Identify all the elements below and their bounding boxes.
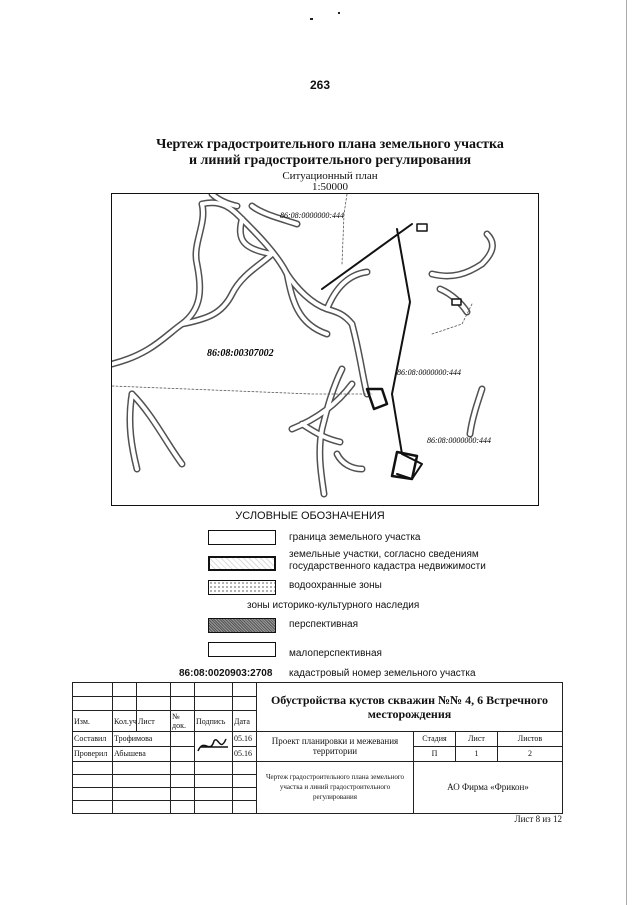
col-header-count: Кол.уч (113, 711, 137, 732)
name-checker: Абышева (113, 746, 171, 761)
legend-item-water: водоохранные зоны (289, 580, 382, 591)
legend-title: УСЛОВНЫЕ ОБОЗНАЧЕНИЯ (235, 510, 385, 522)
subtitle: Ситуационный план (282, 170, 378, 182)
swatch-cadastral-parcels (208, 556, 276, 571)
map-label-bottom-right: 86:08:0000000:444 (427, 436, 491, 445)
title-block (72, 682, 562, 814)
role-checker: Проверил (73, 746, 113, 761)
legend-item-parcels-line1: земельные участки, согласно сведениям (289, 549, 479, 560)
company-name: АО Фирма «Фрикон» (414, 761, 563, 813)
signature-icon (196, 733, 232, 757)
swatch-boundary (208, 530, 276, 545)
project-description: Проект планировки и межевания территории (257, 732, 414, 761)
situation-map (111, 193, 539, 506)
scale-label: 1:50000 (311, 181, 349, 193)
map-label-top: 86:08:0000000:444 (280, 211, 344, 220)
scan-edge-line (626, 0, 627, 905)
sheets-value: 2 (498, 746, 563, 761)
stage-label: Стадия (414, 732, 456, 747)
col-header-doc: № док. (171, 711, 195, 732)
col-header-change: Изм. (73, 711, 113, 732)
map-label-center: 86:08:00307002 (207, 348, 274, 359)
title-line-2: и линий градостроительного регулирования (188, 153, 472, 168)
swatch-low-perspective (208, 642, 276, 657)
scan-speck (310, 18, 313, 20)
building-markers (417, 224, 461, 305)
sheet-value: 1 (456, 746, 498, 761)
legend-item-perspective: перспективная (289, 619, 358, 630)
legend-item-parcels-line2: государственного кадастра недвижимости (289, 561, 486, 572)
swatch-water-zones (208, 580, 276, 595)
col-header-signature: Подпись (195, 711, 233, 732)
role-author: Составил (73, 732, 113, 747)
legend-heritage-heading: зоны историко-культурного наследия (247, 600, 420, 611)
col-header-date: Дата (233, 711, 257, 732)
sheet-info: Лист 8 из 12 (514, 814, 562, 824)
signature-scribble (195, 732, 233, 761)
date-checker: 05.16 (233, 746, 257, 761)
facility-outline (367, 389, 417, 479)
page-number: 263 (309, 78, 331, 92)
page-title (100, 137, 560, 169)
date-author: 05.16 (233, 732, 257, 747)
project-title: Обустройства кустов скважин №№ 4, 6 Встречного месторождения (257, 683, 563, 732)
legend-item-low-perspective: малоперспективная (289, 648, 382, 659)
cadastral-description: кадастровый номер земельного участка (289, 668, 476, 679)
sheets-label: Листов (498, 732, 563, 747)
map-label-mid-right: 86:08:0000000:444 (397, 368, 461, 377)
title-line-1: Чертеж градостроительного плана земельного участка (156, 137, 504, 152)
stage-value: П (414, 746, 456, 761)
name-author: Трофимова (113, 732, 171, 747)
swatch-perspective (208, 618, 276, 633)
drawing-description: Чертеж градостроительного плана земельного участка и линий градостроительного регулирования (257, 761, 414, 813)
cadastral-example: 86:08:0020903:2708 (179, 668, 273, 679)
sheet-label: Лист (456, 732, 498, 747)
legend-item-parcels (289, 549, 486, 573)
river-network (112, 194, 492, 494)
map-drawing (112, 194, 539, 506)
scan-speck (338, 12, 340, 14)
col-header-sheet: Лист (137, 711, 171, 732)
legend-item-boundary: граница земельного участка (289, 532, 421, 543)
